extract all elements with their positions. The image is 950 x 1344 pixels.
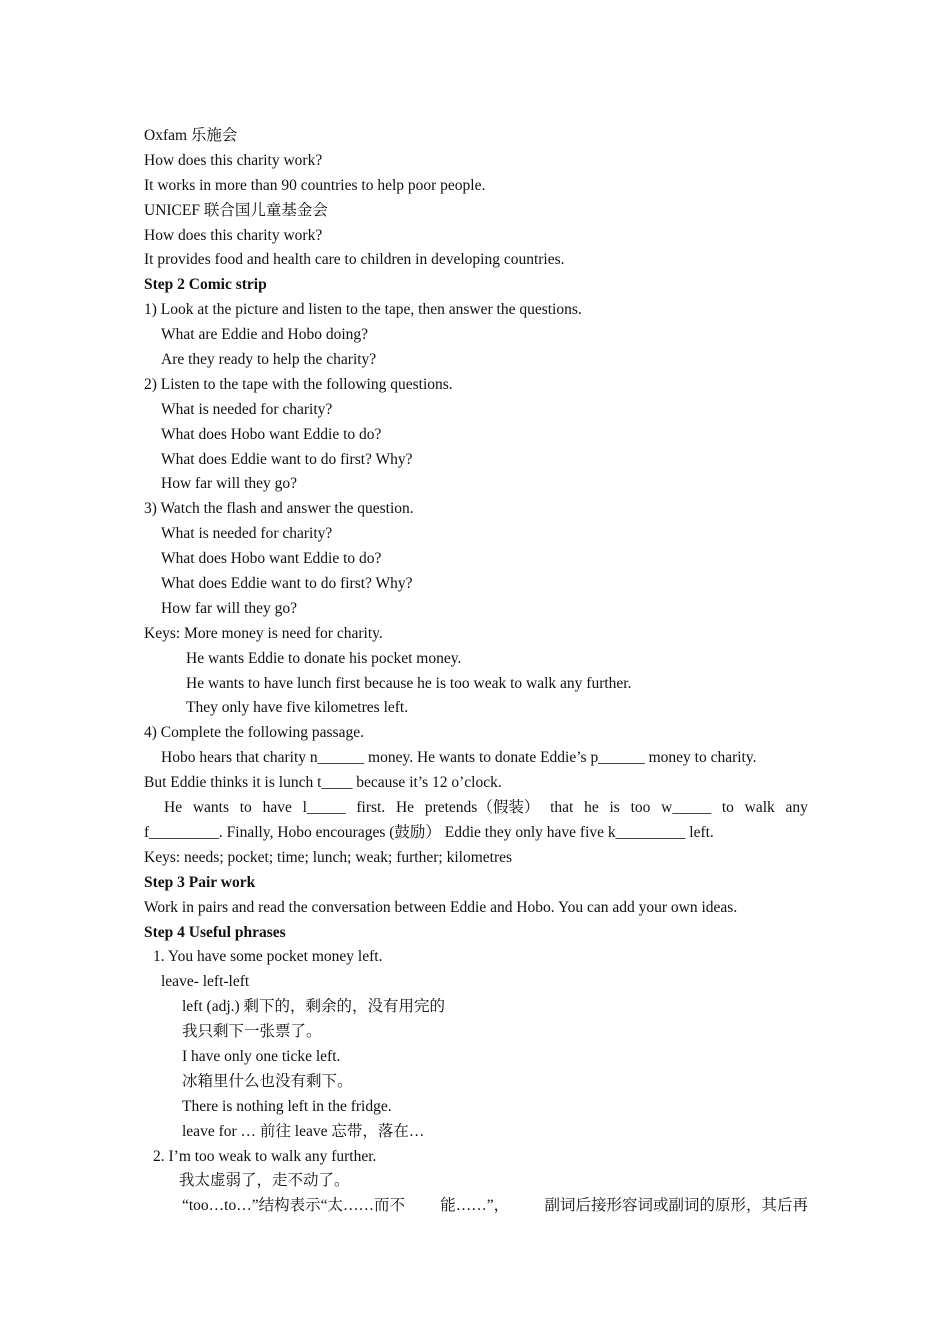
- word: l_____: [302, 799, 346, 817]
- word: He: [164, 799, 183, 817]
- phrase-line-justified: [144, 1194, 808, 1219]
- word: have: [262, 799, 292, 817]
- keys-line: Keys: needs; pocket; time; lunch; weak; further; kilometres: [144, 848, 513, 866]
- word: too: [630, 799, 651, 817]
- text-line: Work in pairs and read the conversation between Eddie and Hobo. You can add your own ideas.: [144, 898, 738, 916]
- phrase-line: left (adj.) 剩下的，剩余的，没有用完的: [182, 998, 446, 1016]
- word: that: [550, 799, 574, 817]
- phrase-line: 我太虚弱了，走不动了。: [179, 1172, 350, 1190]
- question-line: How far will they go?: [161, 475, 298, 493]
- document-page: [144, 124, 808, 1219]
- question-line: What is needed for charity?: [161, 400, 333, 418]
- word: pretends（假装）: [424, 799, 540, 817]
- phrase-part: 能……”，: [440, 1197, 510, 1215]
- keys-line: Keys: More money is need for charity.: [144, 624, 383, 642]
- word: He: [395, 799, 415, 817]
- phrase-part: 副词后接形容词或副词的原形，其后再: [544, 1197, 808, 1215]
- word: is: [609, 799, 620, 817]
- phrase-line: I have only one ticke left.: [182, 1047, 341, 1065]
- word: wants: [192, 799, 229, 817]
- text-line: 2) Listen to the tape with the following questions.: [144, 375, 453, 393]
- passage-line: f_________. Finally, Hobo encourages (鼓励） Eddie they only have five k_________ left.: [144, 823, 714, 841]
- text-line: UNICEF 联合国儿童基金会: [144, 201, 328, 219]
- phrase-line: There is nothing left in the fridge.: [182, 1097, 392, 1115]
- text-line: 1) Look at the picture and listen to the tape, then answer the questions.: [144, 301, 582, 319]
- text-line: It provides food and health care to children in developing countries.: [144, 251, 565, 269]
- keys-line: He wants to have lunch first because he is too weak to walk any further.: [186, 674, 632, 692]
- question-line: What is needed for charity?: [161, 525, 333, 543]
- question-line: What are Eddie and Hobo doing?: [161, 326, 369, 344]
- question-line: What does Eddie want to do first? Why?: [161, 450, 413, 468]
- phrase-line: 2. I’m too weak to walk any further.: [153, 1147, 377, 1165]
- phrase-line: 1. You have some pocket money left.: [153, 948, 383, 966]
- keys-line: He wants Eddie to donate his pocket money.: [186, 649, 462, 667]
- word: walk: [744, 799, 775, 817]
- phrase-part: “too…to…”结构表示“太……而不: [182, 1197, 406, 1215]
- phrase-line: 冰箱里什么也没有剩下。: [182, 1072, 353, 1090]
- text-line: How does this charity work?: [144, 226, 323, 244]
- passage-line: But Eddie thinks it is lunch t____ because it’s 12 o’clock.: [144, 774, 502, 792]
- phrase-line: leave for … 前往 leave 忘带，落在…: [182, 1122, 425, 1140]
- word: first.: [356, 799, 386, 817]
- question-line: How far will they go?: [161, 599, 298, 617]
- question-line: Are they ready to help the charity?: [161, 351, 377, 369]
- passage-line-justified: [144, 796, 808, 821]
- phrase-line: leave- left-left: [161, 973, 250, 991]
- word: w_____: [661, 799, 712, 817]
- keys-line: They only have five kilometres left.: [186, 699, 409, 717]
- word: to: [239, 799, 252, 817]
- word: any: [785, 799, 808, 817]
- word: he: [584, 799, 599, 817]
- passage-line: Hobo hears that charity n______ money. He wants to donate Eddie’s p______ money to charity.: [161, 749, 757, 767]
- text-line: How does this charity work?: [144, 151, 323, 169]
- phrase-line: 我只剩下一张票了。: [182, 1023, 322, 1041]
- question-line: What does Hobo want Eddie to do?: [161, 550, 382, 568]
- text-line: It works in more than 90 countries to help poor people.: [144, 176, 486, 194]
- text-line: 4) Complete the following passage.: [144, 724, 364, 742]
- section-heading: Step 2 Comic strip: [144, 276, 267, 294]
- section-heading: Step 3 Pair work: [144, 873, 256, 891]
- word: to: [721, 799, 734, 817]
- question-line: What does Eddie want to do first? Why?: [161, 575, 413, 593]
- section-heading: Step 4 Useful phrases: [144, 923, 286, 941]
- text-line: 3) Watch the flash and answer the question.: [144, 500, 414, 518]
- question-line: What does Hobo want Eddie to do?: [161, 425, 382, 443]
- text-line: Oxfam 乐施会: [144, 127, 238, 144]
